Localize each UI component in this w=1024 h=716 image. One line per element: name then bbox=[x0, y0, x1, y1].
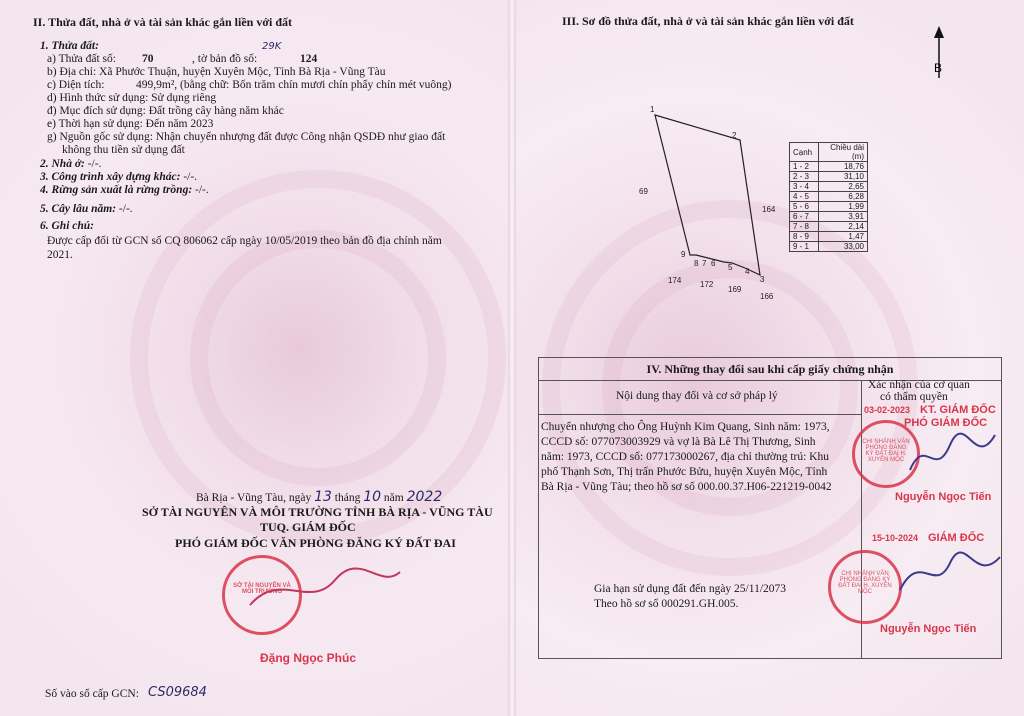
issue-year: 2022 bbox=[406, 489, 443, 505]
vertex-9: 9 bbox=[681, 250, 686, 259]
vertex-8: 8 bbox=[694, 259, 699, 268]
usage-origin: g) Nguồn gốc sử dụng: Nhận chuyển nhượng đất được Công nhận QSDĐ như giao đất bbox=[47, 131, 446, 143]
perennial-value: -/-. bbox=[116, 203, 133, 215]
change-entry-2-line-1: Gia hạn sử dụng đất đến ngày 25/11/2073 bbox=[594, 583, 787, 595]
issue-date bbox=[196, 491, 442, 505]
drum-watermark-inner bbox=[190, 230, 446, 486]
edge-name: 8 - 9 bbox=[790, 232, 819, 242]
section-iv-title: IV. Những thay đổi sau khi cấp giấy chứng nhận bbox=[539, 358, 1001, 381]
issue-place: Bà Rịa - Vũng Tàu, ngày bbox=[196, 492, 312, 504]
change-entry-1-line-3: năm: 1973, CCCD số: 077173000267, địa chỉ thường trú: Khu bbox=[541, 451, 829, 463]
construction-row bbox=[40, 171, 197, 184]
vertex-4: 4 bbox=[745, 267, 750, 276]
table-header-cell: Cạnh bbox=[790, 143, 819, 162]
area-label: c) Diện tích: bbox=[47, 79, 105, 91]
edge-name: 7 - 8 bbox=[790, 222, 819, 232]
table-row bbox=[790, 222, 868, 232]
edge-length: 1,99 bbox=[819, 202, 868, 212]
north-arrow-icon bbox=[926, 24, 952, 80]
confirm-date-1: 03-02-2023 bbox=[864, 405, 911, 415]
edge-name: 3 - 4 bbox=[790, 182, 819, 192]
north-label: B bbox=[934, 61, 943, 75]
forest-label: 4. Rừng sản xuất là rừng trồng: bbox=[40, 184, 193, 196]
change-entry-2-line-2: Theo hồ sơ số 000291.GH.005. bbox=[594, 598, 739, 610]
table-row bbox=[790, 232, 868, 242]
column-content-header: Nội dung thay đổi và cơ sở pháp lý bbox=[616, 390, 778, 402]
table-row bbox=[790, 212, 868, 222]
confirm-title-1b: PHÓ GIÁM ĐỐC bbox=[904, 417, 988, 429]
parcel-number: 70 bbox=[142, 53, 154, 65]
vertex-3: 3 bbox=[760, 275, 765, 284]
table-row bbox=[790, 192, 868, 202]
table-row bbox=[790, 172, 868, 182]
usage-form: d) Hình thức sử dụng: Sử dụng riêng bbox=[47, 92, 217, 104]
section-iii-title: III. Sơ đồ thửa đất, nhà ở và tài sản khác gắn liền với đất bbox=[562, 14, 854, 28]
confirm-title-1a: KT. GIÁM ĐỐC bbox=[920, 404, 996, 416]
edge-name: 2 - 3 bbox=[790, 172, 819, 182]
house-value: -/-. bbox=[84, 158, 102, 170]
construction-value: -/-. bbox=[180, 171, 198, 183]
vertex-7: 7 bbox=[702, 259, 707, 268]
parcel-number-label: a) Thửa đất số: bbox=[47, 53, 116, 65]
edge-name: 4 - 5 bbox=[790, 192, 819, 202]
signature-left bbox=[240, 560, 410, 620]
neighbor-164: 164 bbox=[762, 205, 776, 214]
address: b) Địa chỉ: Xã Phước Thuận, huyện Xuyên Mộc, Tỉnh Bà Rịa - Vũng Tàu bbox=[47, 66, 386, 78]
parcel-diagram bbox=[620, 100, 790, 305]
note-line-1: Được cấp đổi từ GCN số CQ 806062 cấp ngày 10/05/2019 theo bản đồ địa chính năm bbox=[47, 235, 442, 247]
change-entry-1-line-1: Chuyển nhượng cho Ông Huỳnh Kim Quang, Sinh năm: 1973, bbox=[541, 421, 830, 433]
vertex-6: 6 bbox=[711, 259, 716, 268]
area-value: 499,9m², (bằng chữ: Bốn trăm chín mươi chín phẩy chín mét vuông) bbox=[136, 79, 452, 91]
vertex-5: 5 bbox=[728, 263, 733, 272]
edge-length: 18,76 bbox=[819, 162, 868, 172]
seal-left-text: SỞ TÀI NGUYÊN VÀ MÔI TRƯỜNG bbox=[233, 583, 291, 595]
usage-purpose: đ) Mục đích sử dụng: Đất trồng cây hàng năm khác bbox=[47, 105, 284, 117]
column-confirm-header-2: có thẩm quyền bbox=[880, 391, 948, 403]
neighbor-174: 174 bbox=[668, 276, 682, 285]
usage-origin-cont: không thu tiền sử dụng đất bbox=[62, 144, 185, 156]
issue-month-label: tháng bbox=[334, 492, 361, 504]
map-sheet-label: , tờ bản đồ số: bbox=[192, 53, 258, 65]
neighbor-172: 172 bbox=[700, 280, 714, 289]
edge-name: 5 - 6 bbox=[790, 202, 819, 212]
edge-length: 3,91 bbox=[819, 212, 868, 222]
table-row bbox=[790, 242, 868, 252]
issue-year-label: năm bbox=[383, 492, 404, 504]
table-header-cell: Chiều dài (m) bbox=[819, 143, 868, 162]
perennial-label: 5. Cây lâu năm: bbox=[40, 203, 117, 215]
notes-heading: 6. Ghi chú: bbox=[40, 220, 94, 232]
house-row bbox=[40, 158, 101, 171]
deputy-title: PHÓ GIÁM ĐỐC VĂN PHÒNG ĐĂNG KÝ ĐẤT ĐAI bbox=[175, 536, 456, 550]
usage-term: e) Thời hạn sử dụng: Đến năm 2023 bbox=[47, 118, 214, 130]
edge-length: 6,28 bbox=[819, 192, 868, 202]
construction-label: 3. Công trình xây dựng khác: bbox=[40, 171, 181, 183]
handwritten-note: 29K bbox=[262, 41, 282, 52]
confirm-title-2: GIÁM ĐỐC bbox=[928, 532, 985, 544]
forest-row bbox=[40, 184, 209, 197]
map-sheet-number: 124 bbox=[300, 53, 318, 65]
confirm-name-1: Nguyễn Ngọc Tiến bbox=[895, 491, 992, 503]
registry-value: CS09684 bbox=[148, 685, 207, 700]
confirm-date-2: 15-10-2024 bbox=[872, 533, 919, 543]
table-row bbox=[790, 182, 868, 192]
change-entry-1-line-4: phố Thạnh Sơn, Thị trấn Phước Bửu, huyện Xuyên Mộc, Tỉnh bbox=[541, 466, 828, 478]
signer-left: Đặng Ngọc Phúc bbox=[260, 651, 357, 665]
forest-value: -/-. bbox=[192, 184, 209, 196]
edge-length: 31,10 bbox=[819, 172, 868, 182]
issue-month: 10 bbox=[363, 489, 382, 505]
official-seal-right-2 bbox=[828, 550, 902, 624]
note-line-2: 2021. bbox=[47, 249, 73, 261]
edge-length: 2,14 bbox=[819, 222, 868, 232]
perennial-row bbox=[40, 203, 133, 216]
issuing-org: SỞ TÀI NGUYÊN VÀ MÔI TRƯỜNG TỈNH BÀ RỊA - VŨNG TÀU bbox=[142, 505, 493, 519]
vertex-1: 1 bbox=[650, 105, 655, 114]
registry-label: Số vào sổ cấp GCN: bbox=[45, 688, 139, 700]
edge-length: 1,47 bbox=[819, 232, 868, 242]
edge-name: 9 - 1 bbox=[790, 242, 819, 252]
table-header-row bbox=[790, 143, 868, 162]
confirm-name-2: Nguyễn Ngọc Tiến bbox=[880, 623, 977, 635]
tuq-title: TUQ. GIÁM ĐỐC bbox=[260, 520, 356, 534]
edge-length: 2,65 bbox=[819, 182, 868, 192]
header-divider bbox=[539, 414, 861, 415]
page-fold bbox=[508, 0, 516, 716]
section-ii-title: II. Thửa đất, nhà ở và tài sản khác gắn liền với đất bbox=[33, 15, 293, 29]
neighbor-69: 69 bbox=[639, 187, 648, 196]
change-entry-1-line-2: CCCD số: 077073003929 và vợ là Bà Lê Thị Thương, Sinh bbox=[541, 436, 816, 448]
seal-right-2-text: CHI NHÁNH VĂN PHÒNG ĐĂNG KÝ ĐẤT ĐAI H. XUYÊN MỘC bbox=[838, 571, 892, 595]
edge-name: 1 - 2 bbox=[790, 162, 819, 172]
edge-length-table bbox=[789, 142, 868, 252]
table-row bbox=[790, 162, 868, 172]
seal-right-1-text: CHI NHÁNH VĂN PHÒNG ĐĂNG KÝ ĐẤT ĐAI H. XUYÊN MỘC bbox=[862, 439, 910, 463]
issue-day: 13 bbox=[314, 489, 332, 505]
signature-right-2 bbox=[895, 545, 1005, 605]
edge-name: 6 - 7 bbox=[790, 212, 819, 222]
column-confirm-header-1: Xác nhận của cơ quan bbox=[868, 379, 970, 391]
vertex-2: 2 bbox=[732, 131, 737, 140]
change-entry-1-line-5: Bà Rịa - Vũng Tàu; theo hồ sơ số 000.00.37.H06-221219-0042 bbox=[541, 481, 832, 493]
neighbor-169: 169 bbox=[728, 285, 742, 294]
edge-length: 33,00 bbox=[819, 242, 868, 252]
house-label: 2. Nhà ở: bbox=[40, 158, 85, 170]
neighbor-166: 166 bbox=[760, 292, 774, 301]
land-heading: 1. Thửa đất: bbox=[40, 40, 99, 52]
table-row bbox=[790, 202, 868, 212]
signature-right-1 bbox=[905, 430, 1005, 490]
